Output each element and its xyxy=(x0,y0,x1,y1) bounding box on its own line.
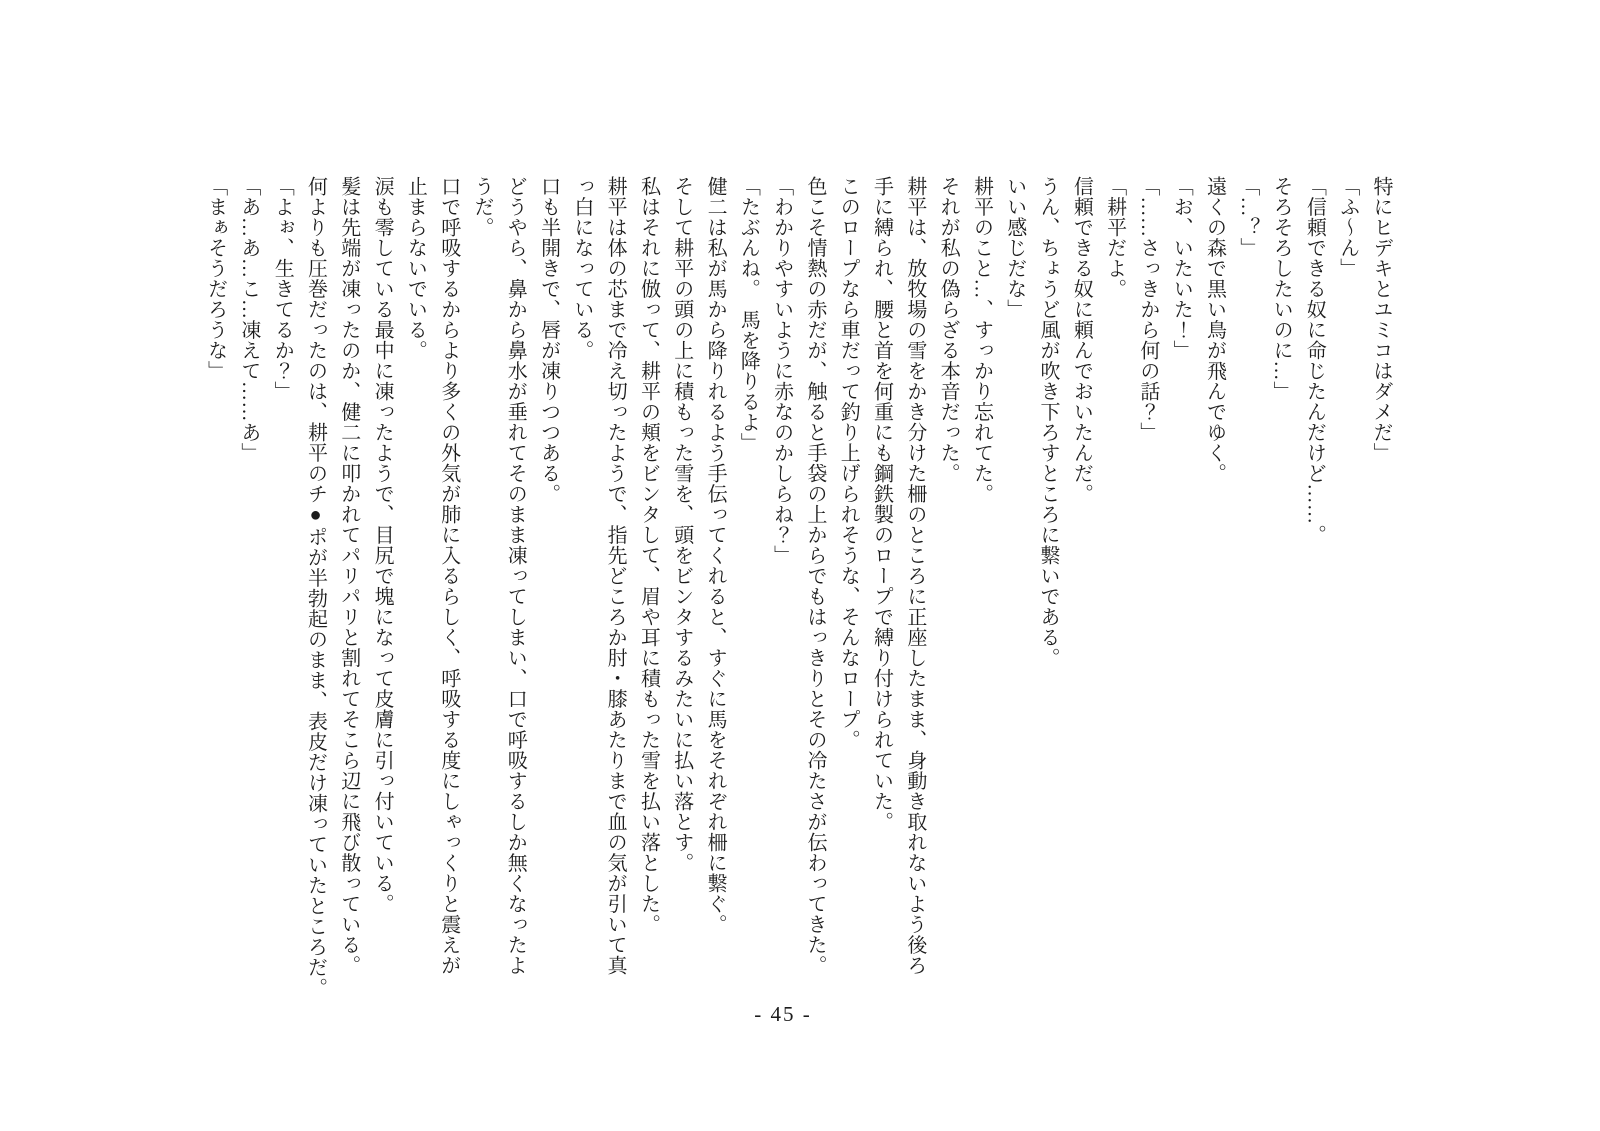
text-line-32: 髪は先端が凍ったのか、健二に叩かれてパリパリと割れてそこら辺に飛び散っている。 xyxy=(337,176,360,976)
text-line-4: そろそろしたいのに…」 xyxy=(1270,176,1293,402)
text-line-13: 耕平のこと…、すっかり忘れてた。 xyxy=(970,176,993,504)
text-line-27: どうやら、鼻から鼻水が垂れてそのまま凍ってしまい、口で呼吸するしか無くなったよ xyxy=(504,176,527,976)
text-line-36: 「まぁそうだろうな」 xyxy=(204,176,227,381)
text-line-17: このロープなら車だって釣り上げられそうな、そんなロープ。 xyxy=(837,176,860,750)
text-line-11: うん、ちょうど風が吹き下ろすところに繋いである。 xyxy=(1037,176,1060,668)
text-line-31: 涙も零している最中に凍ったようで、目尻で塊になって皮膚に引っ付いている。 xyxy=(371,176,394,914)
text-line-26: 口も半開きで、唇が凍りつつある。 xyxy=(537,176,560,504)
text-line-22: そして耕平の頭の上に積もった雪を、頭をビンタするみたいに払い落とす。 xyxy=(670,176,693,873)
text-line-6: 遠くの森で黒い鳥が飛んでゆく。 xyxy=(1203,176,1226,484)
text-line-34: 「よぉ、生きてるか？」 xyxy=(271,176,294,402)
text-line-9: 「耕平だよ。 xyxy=(1103,176,1126,299)
vertical-text-block xyxy=(198,176,1397,998)
text-line-18: 色こそ情熱の赤だが、触ると手袋の上からでもはっきりとその冷たさが伝わってきた。 xyxy=(803,176,826,976)
text-line-5: 「…？」 xyxy=(1236,176,1259,258)
text-line-16: 手に縛られ、腰と首を何重にも鋼鉄製のロープで縛り付けられていた。 xyxy=(870,176,893,832)
text-line-21: 健二は私が馬から降りれるよう手伝ってくれると、すぐに馬をそれぞれ柵に繋ぐ。 xyxy=(704,176,727,935)
text-line-33: 何よりも圧巻だったのは、耕平のチ●ポが半勃起のまま、表皮だけ凍っていたところだ。 xyxy=(304,176,327,998)
text-line-10: 信頼できる奴に頼んでおいたんだ。 xyxy=(1070,176,1093,504)
text-line-20: 「たぶんね。 馬を降りるよ」 xyxy=(737,176,760,453)
text-line-2: 「ふ〜ん」 xyxy=(1336,176,1359,279)
text-line-7: 「お、いたいた！」 xyxy=(1170,176,1193,361)
page-number: - 45 - xyxy=(754,1002,812,1026)
text-line-24: 耕平は体の芯まで冷え切ったようで、指先どころか肘・膝あたりまで血の気が引いて真 xyxy=(604,176,627,976)
text-line-29: 口で呼吸するからより多くの外気が肺に入るらしく、呼吸する度にしゃっくりと震えが xyxy=(437,176,460,976)
text-line-14: それが私の偽らざる本音だった。 xyxy=(937,176,960,484)
text-line-12: いい感じだな」 xyxy=(1003,176,1026,320)
text-line-30: 止まらないでいる。 xyxy=(404,176,427,361)
text-line-15: 耕平は、放牧場の雪をかき分けた柵のところに正座したまま、身動き取れないよう後ろ xyxy=(903,176,926,976)
text-line-35: 「あ…あ…こ…凍えて……あ」 xyxy=(237,176,260,463)
text-line-3: 「信頼できる奴に命じたんだけど……。 xyxy=(1303,176,1326,545)
text-line-23: 私はそれに倣って、耕平の頬をビンタして、眉や耳に積もった雪を払い落とした。 xyxy=(637,176,660,935)
text-line-25: っ白になっている。 xyxy=(570,176,593,361)
text-line-28: うだ。 xyxy=(470,176,493,238)
text-line-19: 「わかりやすいように赤なのかしらね？」 xyxy=(770,176,793,566)
text-line-8: 「……さっきから何の話？」 xyxy=(1136,176,1159,443)
text-line-1: 特にヒデキとユミコはダメだ」 xyxy=(1370,176,1392,463)
